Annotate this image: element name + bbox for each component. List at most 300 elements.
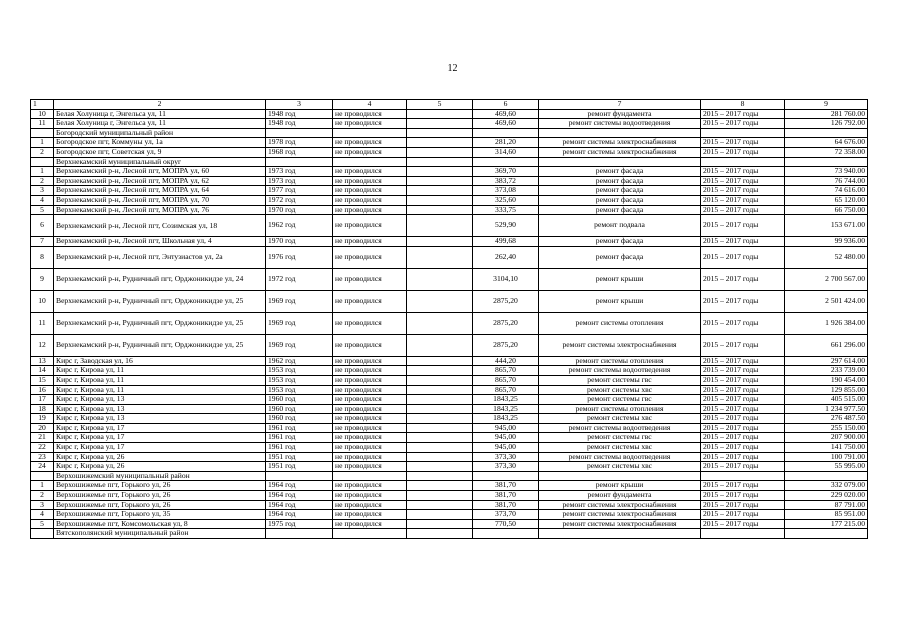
column-number-cell: 7 bbox=[539, 100, 701, 110]
table-row bbox=[31, 423, 868, 433]
row-number-cell: 11 bbox=[31, 119, 54, 129]
section-title: Богородский муниципальный район bbox=[54, 128, 266, 138]
cost-cell: 65 120.00 bbox=[785, 195, 868, 205]
cost-cell: 87 791.00 bbox=[785, 500, 868, 510]
area-cell: 945,00 bbox=[473, 423, 539, 433]
section-title: Верхнекамский муниципальный округ bbox=[54, 157, 266, 167]
section-row bbox=[31, 529, 868, 539]
empty-cell bbox=[701, 157, 785, 167]
table-row bbox=[31, 366, 868, 376]
status-cell: не проводился bbox=[333, 510, 407, 520]
empty-cell bbox=[407, 481, 473, 491]
row-number-cell: 10 bbox=[31, 290, 54, 312]
page-number: 12 bbox=[447, 63, 458, 74]
empty-cell bbox=[333, 128, 407, 138]
table-row bbox=[31, 119, 868, 129]
empty-cell bbox=[407, 529, 473, 539]
period-cell: 2015 – 2017 годы bbox=[701, 404, 785, 414]
cost-cell: 229 020.00 bbox=[785, 491, 868, 501]
cost-cell: 126 792.00 bbox=[785, 119, 868, 129]
work-type-cell: ремонт системы электроснабжения bbox=[539, 500, 701, 510]
empty-cell bbox=[407, 167, 473, 177]
address-cell: Верхнекамский р-н, Лесной пгт, МОПРА ул, 62 bbox=[54, 176, 266, 186]
address-cell: Кирс г, Кирова ул, 17 bbox=[54, 433, 266, 443]
table-row bbox=[31, 404, 868, 414]
period-cell: 2015 – 2017 годы bbox=[701, 366, 785, 376]
period-cell: 2015 – 2017 годы bbox=[701, 138, 785, 148]
empty-cell bbox=[785, 471, 868, 481]
period-cell: 2015 – 2017 годы bbox=[701, 510, 785, 520]
area-cell: 325,60 bbox=[473, 195, 539, 205]
row-number-cell: 7 bbox=[31, 237, 54, 247]
year-cell: 1961 год bbox=[266, 443, 333, 453]
status-cell: не проводился bbox=[333, 395, 407, 405]
empty-cell bbox=[785, 157, 868, 167]
address-cell: Кирс г, Кирова ул, 11 bbox=[54, 366, 266, 376]
address-cell: Кирс г, Кирова ул, 13 bbox=[54, 404, 266, 414]
row-number-cell: 18 bbox=[31, 404, 54, 414]
address-cell: Кирс г, Кирова ул, 11 bbox=[54, 375, 266, 385]
column-number-cell: 6 bbox=[473, 100, 539, 110]
empty-cell bbox=[407, 462, 473, 472]
row-number-cell: 6 bbox=[31, 215, 54, 237]
empty-cell bbox=[266, 529, 333, 539]
status-cell: не проводился bbox=[333, 366, 407, 376]
empty-cell bbox=[333, 157, 407, 167]
column-number-row bbox=[31, 100, 868, 110]
work-type-cell: ремонт фасада bbox=[539, 205, 701, 215]
address-cell: Кирс г, Кирова ул, 26 bbox=[54, 462, 266, 472]
empty-cell bbox=[539, 128, 701, 138]
year-cell: 1951 год bbox=[266, 462, 333, 472]
row-number-cell bbox=[31, 157, 54, 167]
row-number-cell: 8 bbox=[31, 246, 54, 268]
area-cell: 444,20 bbox=[473, 356, 539, 366]
column-number-cell: 2 bbox=[54, 100, 266, 110]
empty-cell bbox=[407, 414, 473, 424]
empty-cell bbox=[407, 312, 473, 334]
empty-cell bbox=[407, 147, 473, 157]
table-row bbox=[31, 246, 868, 268]
row-number-cell: 3 bbox=[31, 500, 54, 510]
period-cell: 2015 – 2017 годы bbox=[701, 246, 785, 268]
status-cell: не проводился bbox=[333, 452, 407, 462]
row-number-cell: 15 bbox=[31, 375, 54, 385]
row-number-cell: 17 bbox=[31, 395, 54, 405]
address-cell: Верхнекамский р-н, Лесной пгт, Созимская ул, 18 bbox=[54, 215, 266, 237]
period-cell: 2015 – 2017 годы bbox=[701, 481, 785, 491]
status-cell: не проводился bbox=[333, 519, 407, 529]
area-cell: 865,70 bbox=[473, 385, 539, 395]
address-cell: Верхошижемье пгт, Горького ул, 26 bbox=[54, 481, 266, 491]
section-row bbox=[31, 128, 868, 138]
year-cell: 1976 год bbox=[266, 246, 333, 268]
status-cell: не проводился bbox=[333, 186, 407, 196]
work-type-cell: ремонт фундамента bbox=[539, 491, 701, 501]
period-cell: 2015 – 2017 годы bbox=[701, 237, 785, 247]
work-type-cell: ремонт системы отопления bbox=[539, 356, 701, 366]
year-cell: 1973 год bbox=[266, 167, 333, 177]
area-cell: 945,00 bbox=[473, 443, 539, 453]
period-cell: 2015 – 2017 годы bbox=[701, 334, 785, 356]
table-row bbox=[31, 385, 868, 395]
table-row bbox=[31, 433, 868, 443]
address-cell: Верхнекамский р-н, Лесной пгт, МОПРА ул, 64 bbox=[54, 186, 266, 196]
table-row bbox=[31, 186, 868, 196]
work-type-cell: ремонт системы электроснабжения bbox=[539, 138, 701, 148]
empty-cell bbox=[407, 138, 473, 148]
row-number-cell: 2 bbox=[31, 491, 54, 501]
area-cell: 383,72 bbox=[473, 176, 539, 186]
row-number-cell: 2 bbox=[31, 147, 54, 157]
table-row bbox=[31, 356, 868, 366]
empty-cell bbox=[407, 334, 473, 356]
period-cell: 2015 – 2017 годы bbox=[701, 268, 785, 290]
address-cell: Белая Холуница г, Энгельса ул, 11 bbox=[54, 119, 266, 129]
period-cell: 2015 – 2017 годы bbox=[701, 205, 785, 215]
row-number-cell: 4 bbox=[31, 510, 54, 520]
status-cell: не проводился bbox=[333, 237, 407, 247]
empty-cell bbox=[473, 471, 539, 481]
row-number-cell: 5 bbox=[31, 519, 54, 529]
status-cell: не проводился bbox=[333, 334, 407, 356]
year-cell: 1972 год bbox=[266, 268, 333, 290]
status-cell: не проводился bbox=[333, 147, 407, 157]
status-cell: не проводился bbox=[333, 443, 407, 453]
period-cell: 2015 – 2017 годы bbox=[701, 195, 785, 205]
table-row bbox=[31, 510, 868, 520]
status-cell: не проводился bbox=[333, 433, 407, 443]
area-cell: 373,30 bbox=[473, 462, 539, 472]
table-row bbox=[31, 375, 868, 385]
year-cell: 1953 год bbox=[266, 385, 333, 395]
table-row bbox=[31, 167, 868, 177]
area-cell: 373,70 bbox=[473, 510, 539, 520]
status-cell: не проводился bbox=[333, 246, 407, 268]
table-row bbox=[31, 147, 868, 157]
row-number-cell bbox=[31, 128, 54, 138]
work-type-cell: ремонт системы электроснабжения bbox=[539, 510, 701, 520]
area-cell: 2875,20 bbox=[473, 312, 539, 334]
status-cell: не проводился bbox=[333, 356, 407, 366]
work-type-cell: ремонт системы электроснабжения bbox=[539, 334, 701, 356]
table-row bbox=[31, 290, 868, 312]
status-cell: не проводился bbox=[333, 404, 407, 414]
address-cell: Верхнекамский р-н, Рудничный пгт, Орджоникидзе ул, 25 bbox=[54, 312, 266, 334]
area-cell: 381,70 bbox=[473, 500, 539, 510]
cost-cell: 2 501 424.00 bbox=[785, 290, 868, 312]
work-type-cell: ремонт фасада bbox=[539, 167, 701, 177]
empty-cell bbox=[473, 128, 539, 138]
status-cell: не проводился bbox=[333, 375, 407, 385]
table-row bbox=[31, 109, 868, 119]
empty-cell bbox=[407, 186, 473, 196]
work-type-cell: ремонт крыши bbox=[539, 290, 701, 312]
area-cell: 369,70 bbox=[473, 167, 539, 177]
status-cell: не проводился bbox=[333, 462, 407, 472]
cost-cell: 177 215.00 bbox=[785, 519, 868, 529]
address-cell: Кирс г, Кирова ул, 11 bbox=[54, 385, 266, 395]
cost-cell: 153 671.00 bbox=[785, 215, 868, 237]
area-cell: 281,20 bbox=[473, 138, 539, 148]
status-cell: не проводился bbox=[333, 423, 407, 433]
empty-cell bbox=[407, 491, 473, 501]
area-cell: 2875,20 bbox=[473, 334, 539, 356]
table-row bbox=[31, 215, 868, 237]
year-cell: 1969 год bbox=[266, 334, 333, 356]
cost-cell: 72 358.00 bbox=[785, 147, 868, 157]
table-row bbox=[31, 491, 868, 501]
status-cell: не проводился bbox=[333, 385, 407, 395]
status-cell: не проводился bbox=[333, 138, 407, 148]
area-cell: 381,70 bbox=[473, 481, 539, 491]
area-cell: 469,60 bbox=[473, 109, 539, 119]
status-cell: не проводился bbox=[333, 500, 407, 510]
table-row bbox=[31, 414, 868, 424]
status-cell: не проводился bbox=[333, 195, 407, 205]
empty-cell bbox=[701, 128, 785, 138]
empty-cell bbox=[473, 529, 539, 539]
status-cell: не проводился bbox=[333, 176, 407, 186]
table-row bbox=[31, 237, 868, 247]
area-cell: 469,60 bbox=[473, 119, 539, 129]
repair-table bbox=[30, 99, 868, 539]
period-cell: 2015 – 2017 годы bbox=[701, 433, 785, 443]
empty-cell bbox=[407, 119, 473, 129]
year-cell: 1951 год bbox=[266, 452, 333, 462]
section-row bbox=[31, 471, 868, 481]
status-cell: не проводился bbox=[333, 312, 407, 334]
address-cell: Верхнекамский р-н, Лесной пгт, МОПРА ул, 60 bbox=[54, 167, 266, 177]
section-title: Вятскополянский муниципальный район bbox=[54, 529, 266, 539]
row-number-cell: 1 bbox=[31, 138, 54, 148]
empty-cell bbox=[333, 529, 407, 539]
address-cell: Кирс г, Заводская ул, 16 bbox=[54, 356, 266, 366]
year-cell: 1964 год bbox=[266, 491, 333, 501]
cost-cell: 85 951.00 bbox=[785, 510, 868, 520]
empty-cell bbox=[407, 510, 473, 520]
area-cell: 499,68 bbox=[473, 237, 539, 247]
table-row bbox=[31, 312, 868, 334]
area-cell: 373,08 bbox=[473, 186, 539, 196]
empty-cell bbox=[407, 237, 473, 247]
address-cell: Богородское пгт, Советская ул, 9 bbox=[54, 147, 266, 157]
empty-cell bbox=[407, 268, 473, 290]
work-type-cell: ремонт фасада bbox=[539, 195, 701, 205]
work-type-cell: ремонт системы хвс bbox=[539, 385, 701, 395]
cost-cell: 1 926 384.00 bbox=[785, 312, 868, 334]
empty-cell bbox=[701, 529, 785, 539]
period-cell: 2015 – 2017 годы bbox=[701, 452, 785, 462]
work-type-cell: ремонт фундамента bbox=[539, 109, 701, 119]
status-cell: не проводился bbox=[333, 290, 407, 312]
empty-cell bbox=[407, 471, 473, 481]
period-cell: 2015 – 2017 годы bbox=[701, 375, 785, 385]
empty-cell bbox=[407, 433, 473, 443]
cost-cell: 297 614.00 bbox=[785, 356, 868, 366]
year-cell: 1977 год bbox=[266, 186, 333, 196]
address-cell: Верхошижемье пгт, Горького ул, 26 bbox=[54, 500, 266, 510]
period-cell: 2015 – 2017 годы bbox=[701, 167, 785, 177]
year-cell: 1964 год bbox=[266, 500, 333, 510]
empty-cell bbox=[407, 500, 473, 510]
row-number-cell: 21 bbox=[31, 433, 54, 443]
row-number-cell bbox=[31, 529, 54, 539]
work-type-cell: ремонт системы гвс bbox=[539, 433, 701, 443]
row-number-cell: 3 bbox=[31, 186, 54, 196]
column-number-cell: 3 bbox=[266, 100, 333, 110]
year-cell: 1960 год bbox=[266, 395, 333, 405]
cost-cell: 129 855.00 bbox=[785, 385, 868, 395]
work-type-cell: ремонт системы отопления bbox=[539, 404, 701, 414]
empty-cell bbox=[407, 157, 473, 167]
empty-cell bbox=[539, 157, 701, 167]
address-cell: Верхнекамский р-н, Лесной пгт, Школьная ул, 4 bbox=[54, 237, 266, 247]
row-number-cell: 4 bbox=[31, 195, 54, 205]
row-number-cell: 1 bbox=[31, 167, 54, 177]
section-row bbox=[31, 157, 868, 167]
cost-cell: 74 616.00 bbox=[785, 186, 868, 196]
cost-cell: 332 079.00 bbox=[785, 481, 868, 491]
year-cell: 1972 год bbox=[266, 195, 333, 205]
empty-cell bbox=[473, 157, 539, 167]
period-cell: 2015 – 2017 годы bbox=[701, 186, 785, 196]
area-cell: 2875,20 bbox=[473, 290, 539, 312]
cost-cell: 55 995.00 bbox=[785, 462, 868, 472]
status-cell: не проводился bbox=[333, 205, 407, 215]
address-cell: Кирс г, Кирова ул, 17 bbox=[54, 423, 266, 433]
period-cell: 2015 – 2017 годы bbox=[701, 356, 785, 366]
address-cell: Кирс г, Кирова ул, 17 bbox=[54, 443, 266, 453]
empty-cell bbox=[407, 290, 473, 312]
period-cell: 2015 – 2017 годы bbox=[701, 176, 785, 186]
table-row bbox=[31, 138, 868, 148]
work-type-cell: ремонт фасада bbox=[539, 246, 701, 268]
year-cell: 1969 год bbox=[266, 290, 333, 312]
area-cell: 865,70 bbox=[473, 375, 539, 385]
year-cell: 1968 год bbox=[266, 147, 333, 157]
table-row bbox=[31, 176, 868, 186]
work-type-cell: ремонт системы водоотведения bbox=[539, 119, 701, 129]
row-number-cell: 9 bbox=[31, 268, 54, 290]
empty-cell bbox=[407, 215, 473, 237]
row-number-cell: 24 bbox=[31, 462, 54, 472]
row-number-cell: 11 bbox=[31, 312, 54, 334]
work-type-cell: ремонт системы гвс bbox=[539, 395, 701, 405]
empty-cell bbox=[407, 176, 473, 186]
table-row bbox=[31, 519, 868, 529]
column-number-cell: 5 bbox=[407, 100, 473, 110]
work-type-cell: ремонт системы гвс bbox=[539, 375, 701, 385]
empty-cell bbox=[407, 205, 473, 215]
table-row bbox=[31, 268, 868, 290]
period-cell: 2015 – 2017 годы bbox=[701, 290, 785, 312]
column-number-cell: 9 bbox=[785, 100, 868, 110]
status-cell: не проводился bbox=[333, 491, 407, 501]
column-number-cell: 8 bbox=[701, 100, 785, 110]
work-type-cell: ремонт системы электроснабжения bbox=[539, 519, 701, 529]
address-cell: Верхошижемье пгт, Комсомольская ул, 8 bbox=[54, 519, 266, 529]
cost-cell: 100 791.00 bbox=[785, 452, 868, 462]
cost-cell: 99 936.00 bbox=[785, 237, 868, 247]
year-cell: 1973 год bbox=[266, 176, 333, 186]
cost-cell: 141 750.00 bbox=[785, 443, 868, 453]
area-cell: 333,75 bbox=[473, 205, 539, 215]
area-cell: 3104,10 bbox=[473, 268, 539, 290]
cost-cell: 52 480.00 bbox=[785, 246, 868, 268]
area-cell: 529,90 bbox=[473, 215, 539, 237]
area-cell: 314,60 bbox=[473, 147, 539, 157]
year-cell: 1962 год bbox=[266, 356, 333, 366]
address-cell: Верхошижемье пгт, Горького ул, 35 bbox=[54, 510, 266, 520]
status-cell: не проводился bbox=[333, 109, 407, 119]
empty-cell bbox=[407, 395, 473, 405]
cost-cell: 405 515.00 bbox=[785, 395, 868, 405]
year-cell: 1970 год bbox=[266, 205, 333, 215]
work-type-cell: ремонт системы хвс bbox=[539, 414, 701, 424]
address-cell: Верхошижемье пгт, Горького ул, 26 bbox=[54, 491, 266, 501]
empty-cell bbox=[407, 404, 473, 414]
address-cell: Верхнекамский р-н, Рудничный пгт, Орджоникидзе ул, 24 bbox=[54, 268, 266, 290]
empty-cell bbox=[539, 529, 701, 539]
empty-cell bbox=[407, 443, 473, 453]
empty-cell bbox=[701, 471, 785, 481]
work-type-cell: ремонт фасада bbox=[539, 237, 701, 247]
period-cell: 2015 – 2017 годы bbox=[701, 500, 785, 510]
row-number-cell: 23 bbox=[31, 452, 54, 462]
address-cell: Верхнекамский р-н, Лесной пгт, МОПРА ул, 76 bbox=[54, 205, 266, 215]
status-cell: не проводился bbox=[333, 414, 407, 424]
row-number-cell: 12 bbox=[31, 334, 54, 356]
empty-cell bbox=[407, 356, 473, 366]
area-cell: 373,30 bbox=[473, 452, 539, 462]
address-cell: Белая Холуница г, Энгельса ул, 11 bbox=[54, 109, 266, 119]
year-cell: 1948 год bbox=[266, 109, 333, 119]
cost-cell: 76 744.00 bbox=[785, 176, 868, 186]
status-cell: не проводился bbox=[333, 268, 407, 290]
cost-cell: 207 900.00 bbox=[785, 433, 868, 443]
status-cell: не проводился bbox=[333, 215, 407, 237]
year-cell: 1962 год bbox=[266, 215, 333, 237]
period-cell: 2015 – 2017 годы bbox=[701, 395, 785, 405]
area-cell: 262,40 bbox=[473, 246, 539, 268]
year-cell: 1961 год bbox=[266, 433, 333, 443]
empty-cell bbox=[407, 128, 473, 138]
work-type-cell: ремонт крыши bbox=[539, 268, 701, 290]
empty-cell bbox=[407, 375, 473, 385]
row-number-cell: 22 bbox=[31, 443, 54, 453]
empty-cell bbox=[539, 471, 701, 481]
column-number-cell: 4 bbox=[333, 100, 407, 110]
address-cell: Кирс г, Кирова ул, 13 bbox=[54, 395, 266, 405]
period-cell: 2015 – 2017 годы bbox=[701, 147, 785, 157]
work-type-cell: ремонт системы хвс bbox=[539, 462, 701, 472]
year-cell: 1953 год bbox=[266, 375, 333, 385]
cost-cell: 73 940.00 bbox=[785, 167, 868, 177]
work-type-cell: ремонт системы хвс bbox=[539, 443, 701, 453]
work-type-cell: ремонт системы водоотведения bbox=[539, 452, 701, 462]
table-row bbox=[31, 481, 868, 491]
row-number-cell: 13 bbox=[31, 356, 54, 366]
empty-cell bbox=[785, 128, 868, 138]
row-number-cell: 10 bbox=[31, 109, 54, 119]
status-cell: не проводился bbox=[333, 167, 407, 177]
address-cell: Кирс г, Кирова ул, 26 bbox=[54, 452, 266, 462]
area-cell: 1843,25 bbox=[473, 395, 539, 405]
empty-cell bbox=[407, 109, 473, 119]
empty-cell bbox=[266, 157, 333, 167]
work-type-cell: ремонт фасада bbox=[539, 186, 701, 196]
